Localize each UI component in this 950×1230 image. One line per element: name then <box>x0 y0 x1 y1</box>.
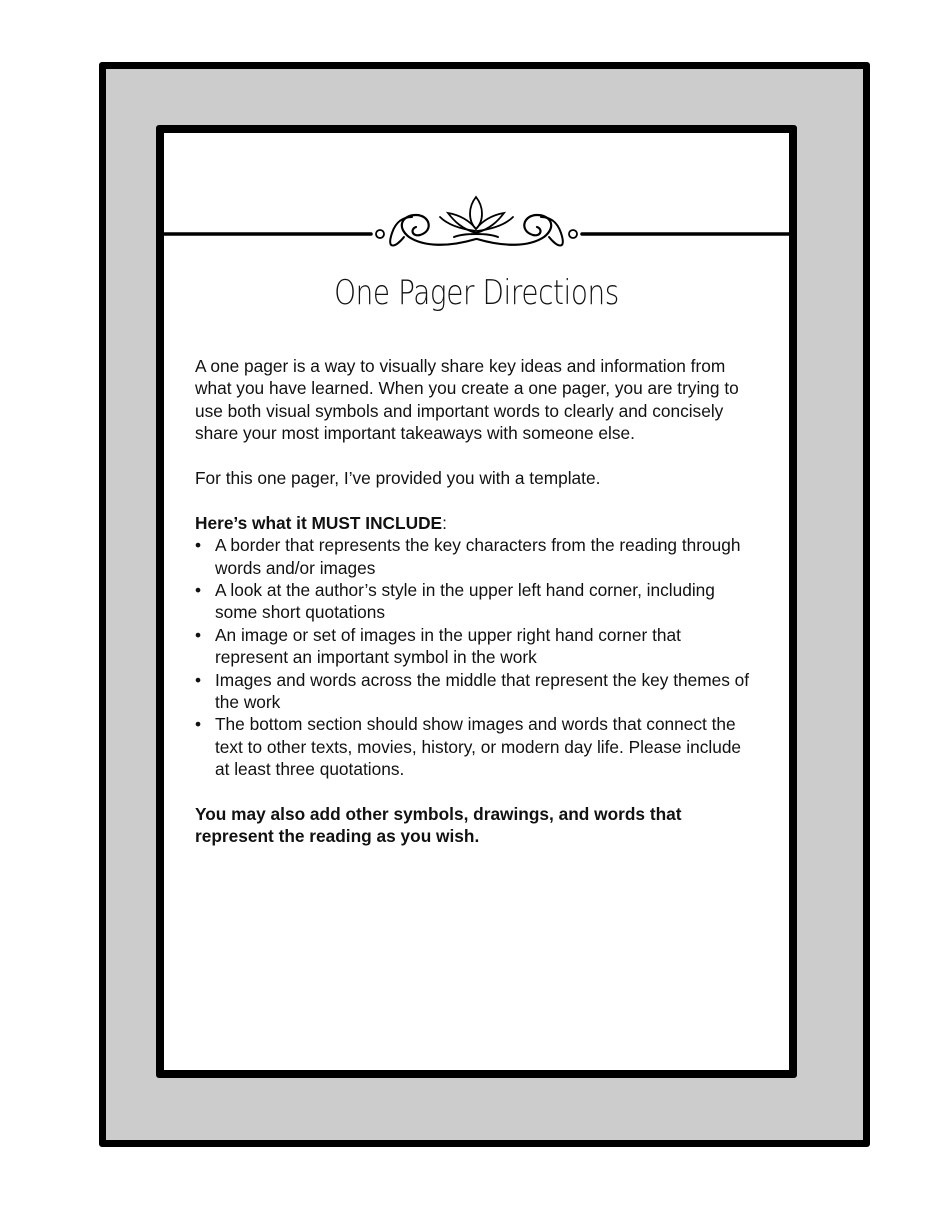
must-include-label: Here’s what it MUST INCLUDE <box>195 512 443 533</box>
list-item <box>195 579 755 624</box>
list-item-text: A look at the author’s style in the upper left hand corner, including some short quotations <box>215 580 715 623</box>
flourish-divider-icon <box>164 189 789 259</box>
bullet: • <box>195 624 202 645</box>
document-page <box>156 125 797 1078</box>
list-item <box>195 624 755 669</box>
must-include-heading <box>195 512 755 534</box>
list-item <box>195 713 755 780</box>
list-item-text: The bottom section should show images and words that connect the text to other texts, movies, history, or modern day life. Please include at least three quotations. <box>215 714 742 780</box>
intro-paragraph: A one pager is a way to visually share key ideas and information from what you have learned. When you create a one pager, you are trying to use both visual symbols and important words to clearly and concisely share your most important takeaways with someone else. <box>195 356 739 444</box>
list-item-text: Images and words across the middle that represent the key themes of the work <box>215 669 750 713</box>
list-item-text: A border that represents the key characters from the reading through words and/or images <box>215 535 741 578</box>
bullet: • <box>195 535 202 556</box>
spacer <box>195 781 755 803</box>
page-title: One Pager Directions <box>334 273 619 313</box>
bullet: • <box>195 714 202 735</box>
spacer <box>195 489 755 511</box>
list-item <box>195 534 755 579</box>
bullet: • <box>195 580 202 601</box>
list-item-text: An image or set of images in the upper right hand corner that represent an important symbol in the work <box>215 624 681 668</box>
directions-body <box>195 355 755 848</box>
bullet: • <box>195 669 202 690</box>
list-item <box>195 669 755 714</box>
closing-note: You may also add other symbols, drawings, and words that represent the reading as you wish. <box>195 804 682 847</box>
requirements-list <box>195 534 755 780</box>
must-include-colon: : <box>442 512 447 533</box>
spacer <box>195 445 755 467</box>
template-note: For this one pager, I’ve provided you with a template. <box>195 468 601 489</box>
